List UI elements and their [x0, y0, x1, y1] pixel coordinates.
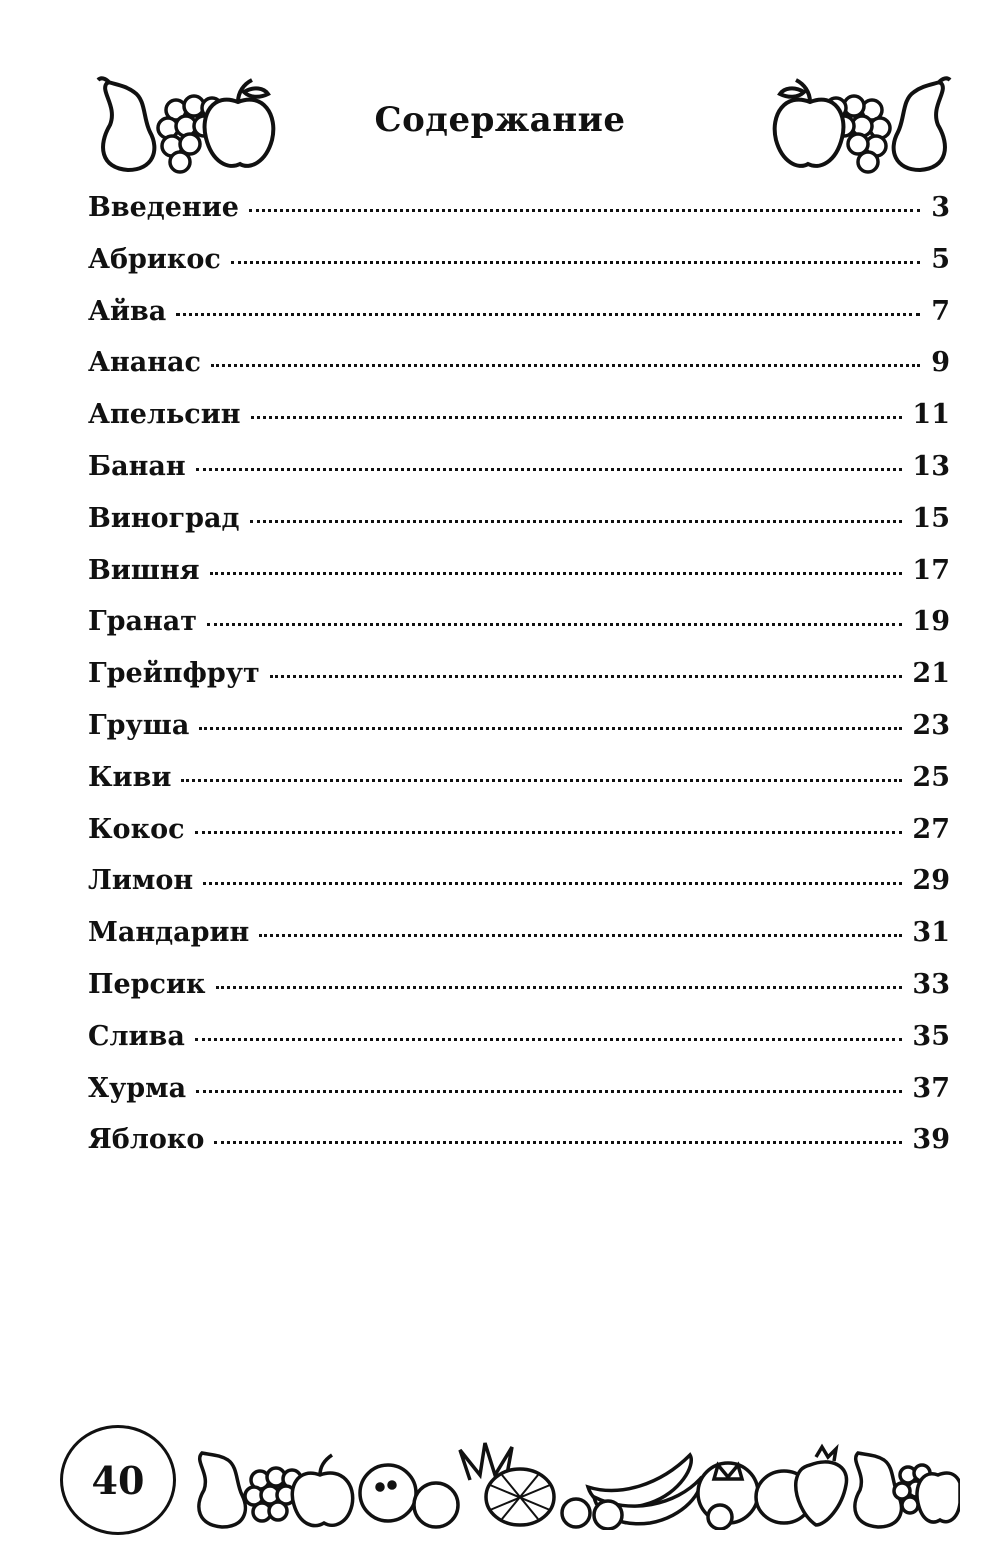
toc-entry[interactable] — [88, 814, 950, 866]
fruit-border-icon — [190, 1435, 960, 1530]
toc-entry[interactable] — [88, 555, 950, 607]
dot-leader — [199, 727, 902, 730]
toc-entry-title: Апельсин — [88, 399, 241, 431]
toc-entry-title: Введение — [88, 192, 239, 223]
toc-entry-title: Грейпфрут — [88, 658, 260, 690]
toc-entry[interactable] — [88, 244, 950, 296]
toc-entry-page: 37 — [912, 1072, 950, 1104]
toc-entry-page: 17 — [912, 554, 950, 586]
toc-entry-title: Виноград — [88, 502, 240, 534]
apple-icon — [917, 1473, 960, 1522]
toc-entry-page: 13 — [912, 450, 950, 482]
toc-entry[interactable] — [88, 503, 950, 555]
coconut-icon — [360, 1465, 416, 1521]
dot-leader — [210, 572, 903, 575]
dot-leader — [196, 1090, 902, 1093]
dot-leader — [216, 986, 903, 989]
toc-entry-page: 11 — [912, 399, 950, 431]
toc-entry-page: 5 — [931, 243, 950, 275]
toc-entry-title: Хурма — [88, 1072, 187, 1104]
toc-entry-title: Лимон — [88, 865, 194, 897]
toc-entry-title: Мандарин — [88, 917, 250, 949]
pear-icon — [199, 1453, 245, 1527]
toc-entry-title: Яблоко — [88, 1124, 205, 1156]
toc-entry-title: Гранат — [88, 606, 198, 638]
page-number: 40 — [60, 1425, 176, 1535]
toc-entry-title: Груша — [88, 709, 190, 741]
toc-entry[interactable] — [88, 865, 950, 917]
toc-entry[interactable] — [88, 1021, 950, 1073]
toc-entry[interactable] — [88, 762, 950, 814]
dot-leader — [231, 261, 920, 264]
toc-entry-page: 7 — [931, 295, 950, 327]
toc-entry-page: 33 — [912, 968, 950, 1000]
toc-entry[interactable] — [88, 969, 950, 1021]
toc-entry-title: Кокос — [88, 813, 185, 845]
toc-entry-title: Айва — [88, 295, 167, 327]
toc-entry-page: 39 — [912, 1124, 950, 1156]
toc-entry[interactable] — [88, 1124, 950, 1176]
apple-icon — [775, 80, 844, 166]
table-of-contents — [88, 192, 950, 1176]
dot-leader — [195, 1038, 903, 1041]
toc-entry[interactable] — [88, 658, 950, 710]
dot-leader — [196, 468, 903, 471]
toc-entry-page: 9 — [931, 347, 950, 379]
dot-leader — [250, 520, 903, 523]
dot-leader — [249, 209, 920, 212]
toc-entry[interactable] — [88, 917, 950, 969]
orange-icon — [414, 1483, 458, 1527]
toc-entry-title: Персик — [88, 968, 206, 1000]
toc-entry-page: 21 — [912, 658, 950, 690]
dot-leader — [251, 416, 903, 419]
toc-entry-page: 27 — [912, 813, 950, 845]
dot-leader — [181, 779, 902, 782]
toc-entry-title: Киви — [88, 761, 172, 793]
dot-leader — [176, 313, 920, 316]
toc-entry[interactable] — [88, 606, 950, 658]
toc-entry-page: 25 — [912, 761, 950, 793]
toc-entry-title: Вишня — [88, 554, 200, 586]
toc-entry[interactable] — [88, 451, 950, 503]
toc-entry[interactable] — [88, 399, 950, 451]
toc-entry-title: Банан — [88, 450, 186, 482]
page-title: Содержание — [374, 100, 626, 140]
toc-entry[interactable] — [88, 192, 950, 244]
toc-entry-title: Абрикос — [88, 243, 221, 275]
page-header — [0, 70, 1000, 180]
plum-icon — [562, 1499, 590, 1527]
dot-leader — [214, 1141, 902, 1144]
toc-entry-page: 23 — [912, 709, 950, 741]
toc-entry[interactable] — [88, 710, 950, 762]
toc-entry[interactable] — [88, 1073, 950, 1125]
toc-entry-page: 35 — [912, 1020, 950, 1052]
toc-entry-page: 31 — [912, 917, 950, 949]
page-footer — [60, 1425, 960, 1535]
pear-icon — [894, 78, 950, 170]
toc-entry-page: 19 — [912, 606, 950, 638]
dot-leader — [195, 831, 903, 834]
dot-leader — [207, 623, 902, 626]
toc-entry-page: 29 — [912, 865, 950, 897]
dot-leader — [211, 364, 920, 367]
toc-entry-title: Ананас — [88, 347, 201, 379]
fruit-cluster-icon — [770, 70, 960, 180]
toc-entry-title: Слива — [88, 1020, 185, 1052]
dot-leader — [259, 934, 902, 937]
toc-entry[interactable] — [88, 347, 950, 399]
toc-entry-page: 3 — [931, 192, 950, 223]
dot-leader — [203, 882, 902, 885]
apple-icon — [292, 1473, 352, 1526]
dot-leader — [270, 675, 903, 678]
toc-entry-page: 15 — [912, 502, 950, 534]
toc-entry[interactable] — [88, 296, 950, 348]
